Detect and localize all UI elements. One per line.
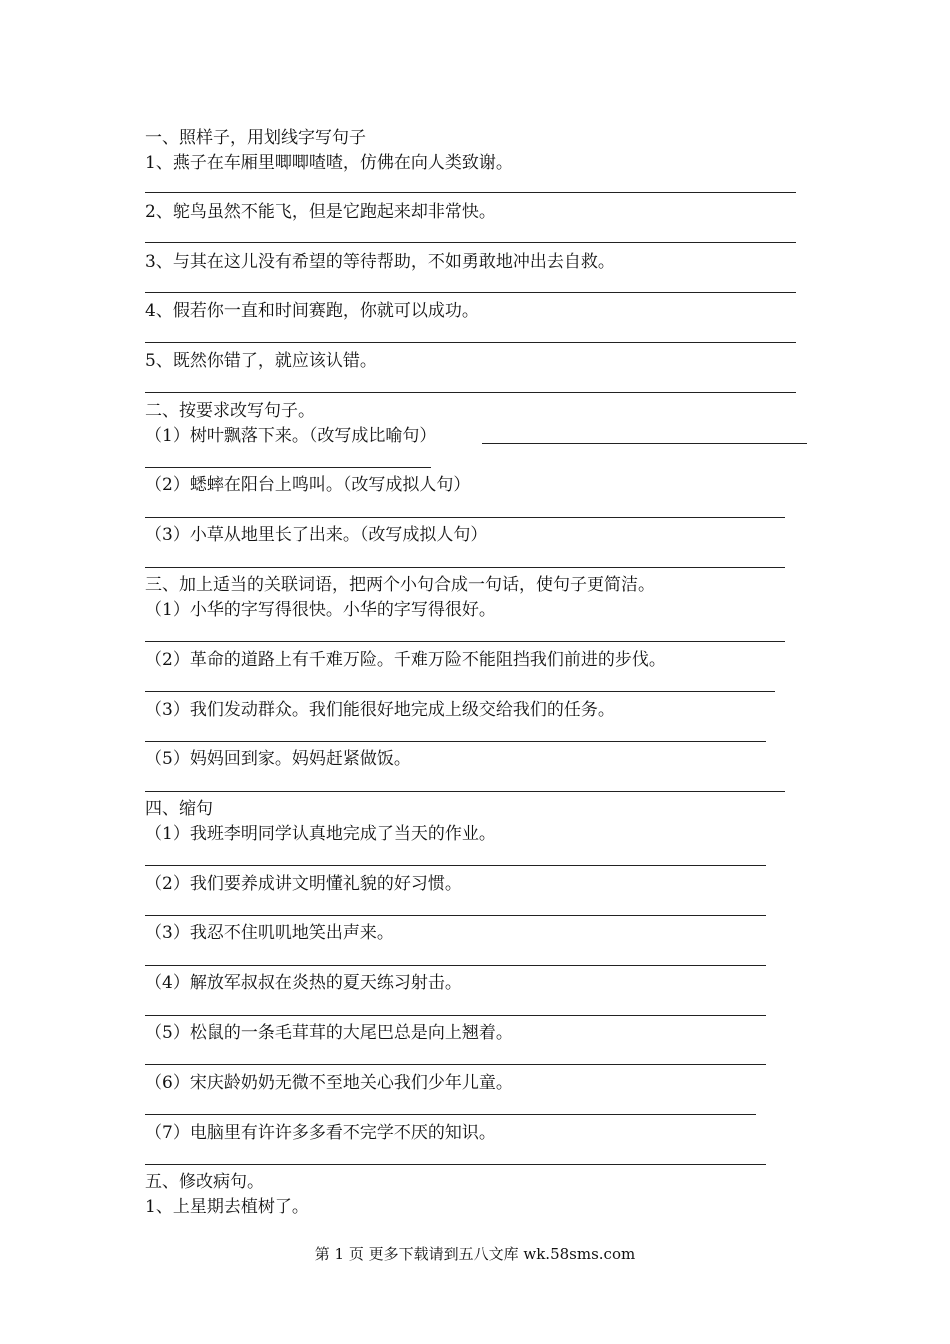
section5-item-1: 1、上星期去植树了。 [145, 1197, 309, 1217]
answer-line[interactable] [145, 1114, 756, 1115]
section4-heading: 四、缩句 [145, 799, 213, 819]
section5-heading: 五、修改病句。 [145, 1172, 264, 1192]
answer-line[interactable] [145, 965, 766, 966]
answer-line[interactable] [145, 1015, 766, 1016]
section4-item-3: （3）我忍不住叽叽地笑出声来。 [145, 923, 394, 943]
answer-line[interactable] [145, 292, 796, 293]
answer-line[interactable] [145, 641, 785, 642]
section4-item-5: （5）松鼠的一条毛茸茸的大尾巴总是向上翘着。 [145, 1023, 513, 1043]
section3-item-1: （1）小华的字写得很快。小华的字写得很好。 [145, 600, 496, 620]
answer-line[interactable] [145, 865, 766, 866]
answer-line[interactable] [145, 517, 785, 518]
answer-line[interactable] [145, 567, 785, 568]
answer-line[interactable] [145, 467, 431, 468]
answer-line[interactable] [145, 242, 796, 243]
section2-item-3: （3）小草从地里长了出来。（改写成拟人句） [145, 525, 488, 545]
section3-heading: 三、加上适当的关联词语，把两个小句合成一句话，使句子更简洁。 [145, 575, 655, 595]
section1-item-4: 4、假若你一直和时间赛跑，你就可以成功。 [145, 301, 479, 321]
answer-line[interactable] [145, 192, 796, 193]
answer-line[interactable] [145, 791, 785, 792]
section2-item-2: （2）蟋蟀在阳台上鸣叫。（改写成拟人句） [145, 475, 471, 495]
section3-item-3: （3）我们发动群众。我们能很好地完成上级交给我们的任务。 [145, 700, 615, 720]
section3-item-4: （5）妈妈回到家。妈妈赶紧做饭。 [145, 749, 411, 769]
section4-item-1: （1）我班李明同学认真地完成了当天的作业。 [145, 824, 496, 844]
section2-heading: 二、按要求改写句子。 [145, 401, 315, 421]
section4-item-4: （4）解放军叔叔在炎热的夏天练习射击。 [145, 973, 462, 993]
section1-item-1: 1、燕子在车厢里唧唧喳喳，仿佛在向人类致谢。 [145, 153, 513, 173]
page-footer: 第 1 页 更多下载请到五八文库 wk.58sms.com [314, 1245, 636, 1263]
answer-line[interactable] [145, 342, 796, 343]
section4-item-2: （2）我们要养成讲文明懂礼貌的好习惯。 [145, 874, 462, 894]
section1-item-2: 2、鸵鸟虽然不能飞，但是它跑起来却非常快。 [145, 202, 496, 222]
section3-item-2: （2）革命的道路上有千难万险。千难万险不能阻挡我们前进的步伐。 [145, 650, 666, 670]
answer-line[interactable] [145, 741, 766, 742]
section2-item-1: （1）树叶飘落下来。（改写成比喻句） [145, 426, 437, 446]
answer-line[interactable] [482, 443, 807, 444]
answer-line[interactable] [145, 1164, 766, 1165]
answer-line[interactable] [145, 1064, 766, 1065]
section4-item-6: （6）宋庆龄奶奶无微不至地关心我们少年儿童。 [145, 1073, 513, 1093]
section1-item-3: 3、与其在这儿没有希望的等待帮助，不如勇敢地冲出去自救。 [145, 252, 615, 272]
answer-line[interactable] [145, 915, 766, 916]
answer-line[interactable] [145, 691, 775, 692]
answer-line[interactable] [145, 392, 796, 393]
section1-item-5: 5、既然你错了，就应该认错。 [145, 351, 377, 371]
section4-item-7: （7）电脑里有许许多多看不完学不厌的知识。 [145, 1123, 496, 1143]
section1-heading: 一、照样子，用划线字写句子 [145, 128, 366, 148]
